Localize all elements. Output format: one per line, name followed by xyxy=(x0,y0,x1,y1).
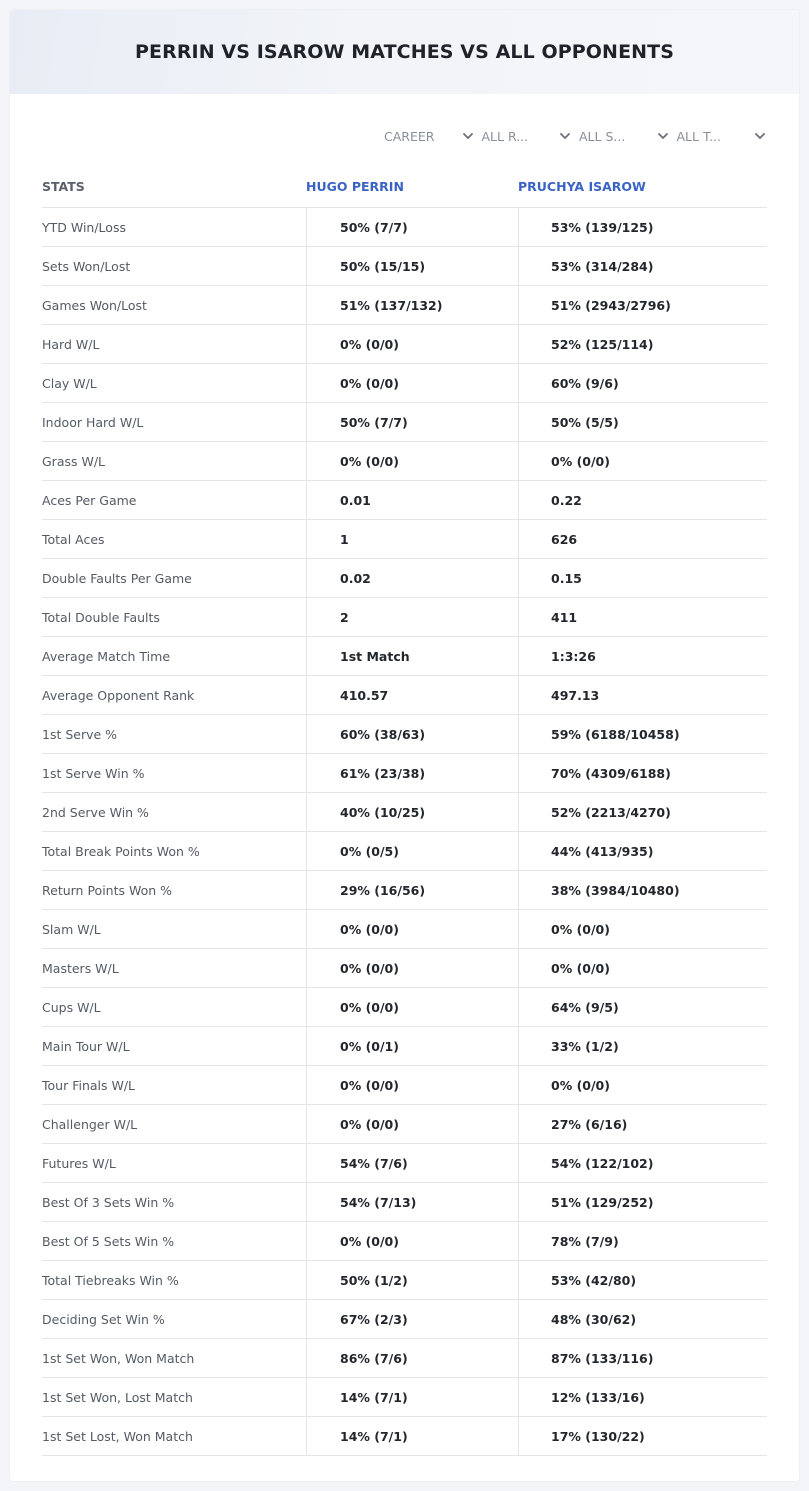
player1-value: 29% (16/56) xyxy=(306,871,518,909)
player2-value: 50% (5/5) xyxy=(518,403,767,441)
player1-value: 0% (0/0) xyxy=(306,910,518,948)
stat-label: Hard W/L xyxy=(42,336,100,352)
table-row xyxy=(42,1261,767,1300)
table-row xyxy=(42,325,767,364)
stat-label: Slam W/L xyxy=(42,921,101,937)
player2-value: 53% (139/125) xyxy=(518,208,767,246)
player1-value: 60% (38/63) xyxy=(306,715,518,753)
player1-value: 2 xyxy=(306,598,518,636)
table-row xyxy=(42,1144,767,1183)
player1-value: 50% (15/15) xyxy=(306,247,518,285)
player2-value: 0.22 xyxy=(518,481,767,519)
table-row xyxy=(42,676,767,715)
column-header-player2[interactable]: PRUCHYA ISAROW xyxy=(518,178,646,194)
column-header-stats: STATS xyxy=(42,178,85,194)
player2-value: 60% (9/6) xyxy=(518,364,767,402)
table-row xyxy=(42,520,767,559)
stat-label: 1st Set Won, Won Match xyxy=(42,1350,195,1366)
table-row xyxy=(42,1183,767,1222)
stat-label: Cups W/L xyxy=(42,999,101,1015)
player2-value: 51% (129/252) xyxy=(518,1183,767,1221)
stats-table xyxy=(42,165,767,1456)
table-row xyxy=(42,754,767,793)
player2-value: 53% (314/284) xyxy=(518,247,767,285)
table-row xyxy=(42,247,767,286)
player2-value: 0% (0/0) xyxy=(518,910,767,948)
player1-value: 86% (7/6) xyxy=(306,1339,518,1377)
player1-value: 410.57 xyxy=(306,676,518,714)
stat-label: Total Break Points Won % xyxy=(42,843,200,859)
player2-value: 0% (0/0) xyxy=(518,442,767,480)
stat-label: Games Won/Lost xyxy=(42,297,147,313)
stat-label: Total Tiebreaks Win % xyxy=(42,1272,179,1288)
player1-value: 40% (10/25) xyxy=(306,793,518,831)
filter-bar xyxy=(384,127,774,145)
player1-value: 67% (2/3) xyxy=(306,1300,518,1338)
table-row xyxy=(42,949,767,988)
player2-value: 497.13 xyxy=(518,676,767,714)
table-row xyxy=(42,364,767,403)
chevron-down-icon xyxy=(559,130,571,142)
stat-label: 1st Set Won, Lost Match xyxy=(42,1389,193,1405)
table-row xyxy=(42,715,767,754)
table-row xyxy=(42,832,767,871)
stat-label: 1st Set Lost, Won Match xyxy=(42,1428,193,1444)
table-row xyxy=(42,559,767,598)
stat-label: Indoor Hard W/L xyxy=(42,414,144,430)
stat-label: 1st Serve % xyxy=(42,726,118,742)
player1-value: 0.01 xyxy=(306,481,518,519)
player2-value: 411 xyxy=(518,598,767,636)
player1-value: 50% (7/7) xyxy=(306,403,518,441)
table-row xyxy=(42,598,767,637)
player2-value: 51% (2943/2796) xyxy=(518,286,767,324)
column-header-player1[interactable]: HUGO PERRIN xyxy=(306,178,404,194)
player1-value: 51% (137/132) xyxy=(306,286,518,324)
filter-round-select[interactable] xyxy=(482,127,580,145)
player2-value: 78% (7/9) xyxy=(518,1222,767,1260)
player1-value: 61% (23/38) xyxy=(306,754,518,792)
player2-value: 53% (42/80) xyxy=(518,1261,767,1299)
player1-value: 0% (0/0) xyxy=(306,1222,518,1260)
table-row xyxy=(42,910,767,949)
table-row xyxy=(42,286,767,325)
player1-value: 0% (0/5) xyxy=(306,832,518,870)
table-row xyxy=(42,1378,767,1417)
table-row xyxy=(42,637,767,676)
stat-label: Average Opponent Rank xyxy=(42,687,195,703)
table-body xyxy=(42,208,767,1456)
player1-value: 0% (0/0) xyxy=(306,988,518,1026)
player2-value: 0% (0/0) xyxy=(518,1066,767,1104)
player2-value: 59% (6188/10458) xyxy=(518,715,767,753)
filter-round-label: ALL R... xyxy=(481,128,529,144)
table-row xyxy=(42,1300,767,1339)
stat-label: Average Match Time xyxy=(42,648,171,664)
player2-value: 70% (4309/6188) xyxy=(518,754,767,792)
stat-label: Challenger W/L xyxy=(42,1116,138,1132)
table-row xyxy=(42,403,767,442)
stat-label: Grass W/L xyxy=(42,453,106,469)
player1-value: 14% (7/1) xyxy=(306,1378,518,1416)
stat-label: Total Double Faults xyxy=(42,609,160,625)
player2-value: 38% (3984/10480) xyxy=(518,871,767,909)
card-header xyxy=(10,10,799,94)
player1-value: 50% (1/2) xyxy=(306,1261,518,1299)
table-row xyxy=(42,1027,767,1066)
table-row xyxy=(42,208,767,247)
player1-value: 0% (0/0) xyxy=(306,442,518,480)
stat-label: Main Tour W/L xyxy=(42,1038,130,1054)
player1-value: 0.02 xyxy=(306,559,518,597)
table-row xyxy=(42,1105,767,1144)
player2-value: 44% (413/935) xyxy=(518,832,767,870)
stats-card xyxy=(10,10,799,1481)
stat-label: Deciding Set Win % xyxy=(42,1311,165,1327)
table-row xyxy=(42,442,767,481)
chevron-down-icon xyxy=(462,130,474,142)
stat-label: YTD Win/Loss xyxy=(42,219,126,235)
player1-value: 0% (0/0) xyxy=(306,949,518,987)
stat-label: Best Of 5 Sets Win % xyxy=(42,1233,175,1249)
player2-value: 626 xyxy=(518,520,767,558)
filter-tournament-select[interactable] xyxy=(677,127,775,145)
stat-label: Aces Per Game xyxy=(42,492,137,508)
stat-label: Total Aces xyxy=(42,531,105,547)
chevron-down-icon xyxy=(754,130,766,142)
table-row xyxy=(42,793,767,832)
filter-period-label: CAREER xyxy=(384,128,435,144)
stat-label: Return Points Won % xyxy=(42,882,173,898)
table-row xyxy=(42,1417,767,1456)
table-row xyxy=(42,1066,767,1105)
chevron-down-icon xyxy=(657,130,669,142)
player2-value: 1:3:26 xyxy=(518,637,767,675)
player2-value: 87% (133/116) xyxy=(518,1339,767,1377)
table-row xyxy=(42,871,767,910)
player2-value: 0% (0/0) xyxy=(518,949,767,987)
player2-value: 12% (133/16) xyxy=(518,1378,767,1416)
player1-value: 0% (0/0) xyxy=(306,364,518,402)
player1-value: 54% (7/6) xyxy=(306,1144,518,1182)
player2-value: 54% (122/102) xyxy=(518,1144,767,1182)
stat-label: 2nd Serve Win % xyxy=(42,804,149,820)
table-header xyxy=(42,165,767,208)
player2-value: 64% (9/5) xyxy=(518,988,767,1026)
player2-value: 0.15 xyxy=(518,559,767,597)
filter-tournament-label: ALL T... xyxy=(676,128,722,144)
player1-value: 54% (7/13) xyxy=(306,1183,518,1221)
stat-label: 1st Serve Win % xyxy=(42,765,145,781)
player2-value: 52% (125/114) xyxy=(518,325,767,363)
player1-value: 0% (0/0) xyxy=(306,1105,518,1143)
table-row xyxy=(42,988,767,1027)
player2-value: 27% (6/16) xyxy=(518,1105,767,1143)
filter-period-select[interactable] xyxy=(384,127,482,145)
player2-value: 52% (2213/4270) xyxy=(518,793,767,831)
player1-value: 0% (0/0) xyxy=(306,325,518,363)
stat-label: Clay W/L xyxy=(42,375,97,391)
page-title: PERRIN VS ISAROW MATCHES VS ALL OPPONENTS xyxy=(134,41,674,63)
player1-value: 14% (7/1) xyxy=(306,1417,518,1455)
table-row xyxy=(42,1339,767,1378)
player1-value: 1 xyxy=(306,520,518,558)
table-row xyxy=(42,481,767,520)
stat-label: Best Of 3 Sets Win % xyxy=(42,1194,175,1210)
player1-value: 0% (0/1) xyxy=(306,1027,518,1065)
player1-value: 1st Match xyxy=(306,637,518,675)
stat-label: Tour Finals W/L xyxy=(42,1077,136,1093)
filter-surface-select[interactable] xyxy=(579,127,677,145)
player1-value: 0% (0/0) xyxy=(306,1066,518,1104)
player2-value: 17% (130/22) xyxy=(518,1417,767,1455)
filter-surface-label: ALL S... xyxy=(579,128,626,144)
stat-label: Sets Won/Lost xyxy=(42,258,131,274)
stat-label: Masters W/L xyxy=(42,960,119,976)
player1-value: 50% (7/7) xyxy=(306,208,518,246)
player2-value: 48% (30/62) xyxy=(518,1300,767,1338)
stat-label: Futures W/L xyxy=(42,1155,116,1171)
stat-label: Double Faults Per Game xyxy=(42,570,192,586)
player2-value: 33% (1/2) xyxy=(518,1027,767,1065)
table-row xyxy=(42,1222,767,1261)
